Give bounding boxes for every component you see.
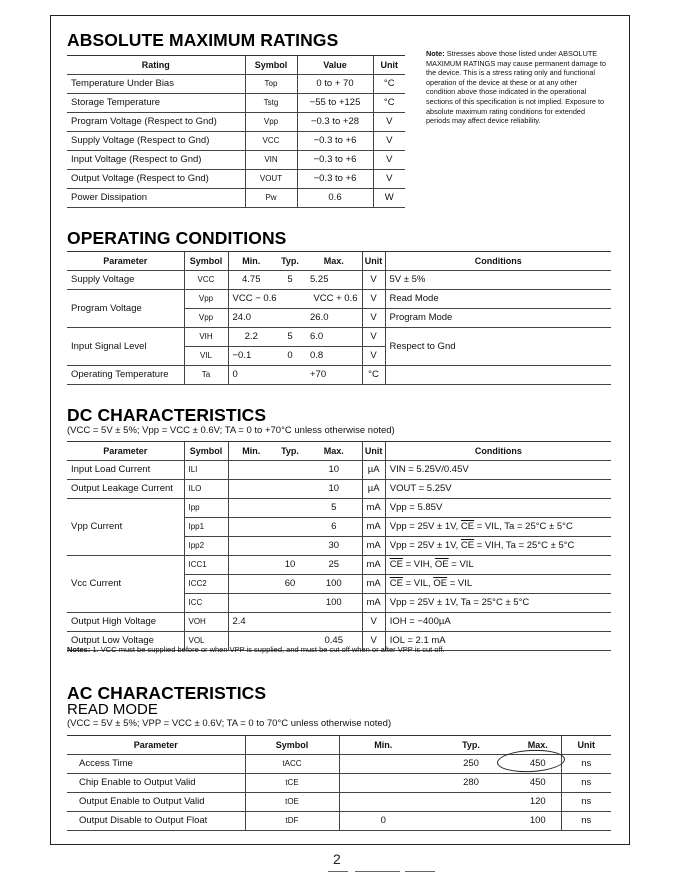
min-cell bbox=[228, 499, 274, 518]
unit-cell: mA bbox=[362, 537, 385, 556]
col-header: Min. bbox=[339, 736, 427, 755]
min-cell bbox=[339, 774, 427, 793]
param-cell: Output Enable to Output Valid bbox=[67, 793, 245, 812]
col-header: Symbol bbox=[184, 252, 228, 271]
cond-cell bbox=[385, 556, 611, 575]
unit-cell: ns bbox=[561, 812, 611, 831]
cond-cell: Vpp = 25V ± 1V, Ta = 25°C ± 5°C bbox=[385, 594, 611, 613]
col-header: Symbol bbox=[245, 56, 297, 75]
table-row bbox=[67, 480, 611, 499]
ce-bar-text: $\overline{CE}$ bbox=[389, 578, 403, 589]
min-cell: −0.1 bbox=[228, 347, 274, 366]
rating-cell: Storage Temperature bbox=[67, 94, 245, 113]
max-cell: 25 bbox=[306, 556, 362, 575]
max-cell: 0.8 bbox=[306, 347, 362, 366]
typ-cell: 5 bbox=[274, 328, 306, 347]
table-row bbox=[67, 113, 405, 132]
max-cell: 26.0 bbox=[306, 309, 362, 328]
unit-cell: V bbox=[362, 328, 385, 347]
cond-cell: VIN = 5.25V/0.45V bbox=[385, 461, 611, 480]
oe-bar-text: $\overline{OE}$ bbox=[433, 578, 448, 589]
param-cell: Output Disable to Output Float bbox=[67, 812, 245, 831]
max-cell: 100 bbox=[306, 575, 362, 594]
notes-label: Notes: bbox=[67, 645, 91, 654]
min-cell bbox=[228, 556, 274, 575]
dc-characteristics-title: DC CHARACTERISTICS bbox=[67, 405, 267, 425]
unit-cell: mA bbox=[362, 594, 385, 613]
max-cell: 5 bbox=[306, 499, 362, 518]
typ-cell bbox=[274, 518, 306, 537]
dc-conditions-subtitle: (VCC = 5V ± 5%; Vpp = VCC ± 0.6V; TA = 0 to +70°C unless otherwise noted) bbox=[67, 425, 395, 436]
cond-cell bbox=[385, 575, 611, 594]
min-cell bbox=[339, 793, 427, 812]
absolute-max-table bbox=[67, 55, 405, 208]
symbol-cell: tACC bbox=[245, 755, 339, 774]
min-cell bbox=[228, 518, 274, 537]
value-cell: −0.3 to +28 bbox=[297, 113, 373, 132]
symbol-cell: Ipp2 bbox=[184, 537, 228, 556]
symbol-cell: ICC2 bbox=[184, 575, 228, 594]
operating-conditions-title: OPERATING CONDITIONS bbox=[67, 228, 287, 248]
unit-cell: V bbox=[373, 132, 405, 151]
min-cell bbox=[228, 594, 274, 613]
dc-characteristics-table bbox=[67, 441, 611, 651]
typ-cell bbox=[427, 793, 515, 812]
unit-cell: V bbox=[373, 151, 405, 170]
symbol-cell: VOH bbox=[184, 613, 228, 632]
cond-cell: 5V ± 5% bbox=[385, 271, 611, 290]
unit-cell: mA bbox=[362, 499, 385, 518]
page-number: 2 bbox=[333, 851, 341, 867]
typ-cell bbox=[274, 499, 306, 518]
value-cell: 0.6 bbox=[297, 189, 373, 208]
symbol-cell: ILO bbox=[184, 480, 228, 499]
param-cell: Output Leakage Current bbox=[67, 480, 184, 499]
unit-cell: mA bbox=[362, 575, 385, 594]
col-header: Min. bbox=[228, 442, 274, 461]
table-row bbox=[67, 132, 405, 151]
cond-text: = VIL, bbox=[402, 578, 434, 589]
symbol-cell: VOL bbox=[184, 632, 228, 651]
table-row bbox=[67, 170, 405, 189]
unit-cell: V bbox=[362, 271, 385, 290]
min-cell: 4.75 bbox=[228, 271, 274, 290]
min-cell: 24.0 bbox=[228, 309, 274, 328]
typ-cell bbox=[274, 537, 306, 556]
value-cell: −55 to +125 bbox=[297, 94, 373, 113]
table-header-row bbox=[67, 442, 611, 461]
typ-cell: 280 bbox=[427, 774, 515, 793]
table-row bbox=[67, 290, 611, 309]
footer-rule bbox=[355, 871, 400, 872]
min-cell bbox=[228, 461, 274, 480]
typ-cell: 60 bbox=[274, 575, 306, 594]
col-header: Unit bbox=[362, 442, 385, 461]
rating-cell: Temperature Under Bias bbox=[67, 75, 245, 94]
max-cell: 6.0 bbox=[306, 328, 362, 347]
col-header: Value bbox=[297, 56, 373, 75]
max-cell: 100 bbox=[515, 812, 561, 831]
unit-cell: mA bbox=[362, 556, 385, 575]
cond-cell: Program Mode bbox=[385, 309, 611, 328]
max-cell: 5.25 bbox=[306, 271, 362, 290]
min-cell: 0 bbox=[228, 366, 274, 385]
unit-cell: V bbox=[362, 290, 385, 309]
typ-cell bbox=[274, 480, 306, 499]
param-cell: Chip Enable to Output Valid bbox=[67, 774, 245, 793]
col-header: Symbol bbox=[184, 442, 228, 461]
value-cell: −0.3 to +6 bbox=[297, 151, 373, 170]
param-cell: Vcc Current bbox=[67, 556, 184, 613]
symbol-cell: Tstg bbox=[245, 94, 297, 113]
table-row bbox=[67, 366, 611, 385]
param-cell: Input Load Current bbox=[67, 461, 184, 480]
min-cell: 2.4 bbox=[228, 613, 274, 632]
symbol-cell: VIN bbox=[245, 151, 297, 170]
unit-cell: °C bbox=[362, 366, 385, 385]
col-header: Parameter bbox=[67, 736, 245, 755]
typ-cell bbox=[274, 594, 306, 613]
rating-cell: Input Voltage (Respect to Gnd) bbox=[67, 151, 245, 170]
cond-cell: Vpp = 5.85V bbox=[385, 499, 611, 518]
min-cell bbox=[339, 755, 427, 774]
table-row bbox=[67, 613, 611, 632]
typ-cell bbox=[274, 309, 306, 328]
col-header: Max. bbox=[306, 442, 362, 461]
symbol-cell: VIH bbox=[184, 328, 228, 347]
max-cell: 450 bbox=[515, 774, 561, 793]
cond-text: = VIL bbox=[448, 559, 474, 570]
typ-cell: 0 bbox=[274, 347, 306, 366]
symbol-cell: Vpp bbox=[245, 113, 297, 132]
symbol-cell: tCE bbox=[245, 774, 339, 793]
table-row bbox=[67, 271, 611, 290]
unit-cell: °C bbox=[373, 94, 405, 113]
rating-cell: Program Voltage (Respect to Gnd) bbox=[67, 113, 245, 132]
symbol-cell: Pw bbox=[245, 189, 297, 208]
symbol-cell: VCC bbox=[245, 132, 297, 151]
typ-cell bbox=[274, 366, 306, 385]
typ-cell: 10 bbox=[274, 556, 306, 575]
dc-notes bbox=[67, 645, 445, 654]
typ-cell bbox=[274, 461, 306, 480]
cond-text: Vpp = 25V ± 1V, bbox=[389, 521, 461, 532]
table-row bbox=[67, 75, 405, 94]
unit-cell: µA bbox=[362, 461, 385, 480]
col-header: Max. bbox=[306, 252, 362, 271]
value-cell: −0.3 to +6 bbox=[297, 132, 373, 151]
ac-conditions-subtitle: (VCC = 5V ± 5%; VPP = VCC ± 0.6V; TA = 0 to 70°C unless otherwise noted) bbox=[67, 718, 392, 729]
rating-cell: Output Voltage (Respect to Gnd) bbox=[67, 170, 245, 189]
note-text: Stresses above those listed under ABSOLUTE MAXIMUM RATINGS may cause permanent damage to the device. This is a stress rating only and functional operation of the device at these or at any other condition above those indicated in the operational sections of this specification is not implied. Exposure to absolute maximum rating conditions for extended periods may affect device reliability. bbox=[426, 49, 606, 126]
cond-cell: IOH = −400µA bbox=[385, 613, 611, 632]
cond-text: = VIH, Ta = 25°C ± 5°C bbox=[474, 540, 575, 551]
unit-cell: W bbox=[373, 189, 405, 208]
col-header: Unit bbox=[561, 736, 611, 755]
unit-cell: ns bbox=[561, 774, 611, 793]
min-cell: VCC − 0.6 bbox=[228, 290, 306, 309]
table-row bbox=[67, 189, 405, 208]
table-row bbox=[67, 812, 611, 831]
symbol-cell: ICC1 bbox=[184, 556, 228, 575]
symbol-cell: VOUT bbox=[245, 170, 297, 189]
symbol-cell: Ta bbox=[184, 366, 228, 385]
cond-cell bbox=[385, 366, 611, 385]
rating-cell: Supply Voltage (Respect to Gnd) bbox=[67, 132, 245, 151]
footer-rule bbox=[405, 871, 435, 872]
symbol-cell: tOE bbox=[245, 793, 339, 812]
table-row bbox=[67, 793, 611, 812]
symbol-cell: VIL bbox=[184, 347, 228, 366]
read-mode-title: READ MODE bbox=[67, 701, 158, 718]
param-cell: Vpp Current bbox=[67, 499, 184, 556]
table-row bbox=[67, 556, 611, 575]
cond-cell: Respect to Gnd bbox=[385, 328, 611, 366]
operating-conditions-table bbox=[67, 251, 611, 385]
min-cell bbox=[228, 480, 274, 499]
unit-cell: V bbox=[373, 170, 405, 189]
ce-bar-text: $\overline{CE}$ bbox=[460, 521, 475, 532]
unit-cell: V bbox=[362, 632, 385, 651]
oe-bar-text: $\overline{OE}$ bbox=[434, 559, 449, 570]
col-header: Typ. bbox=[427, 736, 515, 755]
max-cell bbox=[306, 613, 362, 632]
param-cell: Access Time bbox=[67, 755, 245, 774]
symbol-cell: Ipp1 bbox=[184, 518, 228, 537]
symbol-cell: Vpp bbox=[184, 309, 228, 328]
param-cell: Program Voltage bbox=[67, 290, 184, 328]
table-row bbox=[67, 774, 611, 793]
param-cell: Operating Temperature bbox=[67, 366, 184, 385]
min-cell: 0 bbox=[339, 812, 427, 831]
max-cell: 6 bbox=[306, 518, 362, 537]
symbol-cell: ILI bbox=[184, 461, 228, 480]
typ-cell: 5 bbox=[274, 271, 306, 290]
value-cell: −0.3 to +6 bbox=[297, 170, 373, 189]
col-header: Typ. bbox=[274, 442, 306, 461]
unit-cell: V bbox=[362, 613, 385, 632]
symbol-cell: tDF bbox=[245, 812, 339, 831]
footer-rule bbox=[328, 871, 348, 872]
col-header: Parameter bbox=[67, 442, 184, 461]
cond-text: = VIL, Ta = 25°C ± 5°C bbox=[474, 521, 573, 532]
table-row bbox=[67, 461, 611, 480]
table-row bbox=[67, 94, 405, 113]
min-cell: 2.2 bbox=[228, 328, 274, 347]
unit-cell: °C bbox=[373, 75, 405, 94]
symbol-cell: ICC bbox=[184, 594, 228, 613]
cond-cell bbox=[385, 537, 611, 556]
col-header: Conditions bbox=[385, 442, 611, 461]
col-header: Symbol bbox=[245, 736, 339, 755]
max-cell: VCC + 0.6 bbox=[306, 290, 362, 309]
typ-cell bbox=[427, 812, 515, 831]
max-cell: 30 bbox=[306, 537, 362, 556]
notes-text: 1. VCC must be supplied before or when VPP is supplied, and must be cut off when or after VPP is cut off. bbox=[92, 645, 445, 654]
table-header-row bbox=[67, 252, 611, 271]
unit-cell: ns bbox=[561, 755, 611, 774]
unit-cell: µA bbox=[362, 480, 385, 499]
param-cell: Output Low Voltage bbox=[67, 632, 184, 651]
col-header: Parameter bbox=[67, 252, 184, 271]
typ-cell: 250 bbox=[427, 755, 515, 774]
table-row bbox=[67, 328, 611, 347]
min-cell bbox=[228, 575, 274, 594]
cond-text: = VIL bbox=[447, 578, 473, 589]
max-cell: 100 bbox=[306, 594, 362, 613]
absolute-max-title: ABSOLUTE MAXIMUM RATINGS bbox=[67, 30, 339, 50]
ce-bar-text: $\overline{CE}$ bbox=[389, 559, 403, 570]
max-cell: +70 bbox=[306, 366, 362, 385]
note-label: Note: bbox=[426, 49, 445, 58]
col-header: Unit bbox=[373, 56, 405, 75]
unit-cell: V bbox=[373, 113, 405, 132]
col-header: Rating bbox=[67, 56, 245, 75]
col-header: Min. bbox=[228, 252, 274, 271]
param-cell: Supply Voltage bbox=[67, 271, 184, 290]
max-cell: 10 bbox=[306, 480, 362, 499]
unit-cell: ns bbox=[561, 793, 611, 812]
param-cell: Output High Voltage bbox=[67, 613, 184, 632]
unit-cell: V bbox=[362, 347, 385, 366]
absolute-max-note bbox=[426, 49, 608, 126]
col-header: Max. bbox=[515, 736, 561, 755]
cond-cell: IOL = 2.1 mA bbox=[385, 632, 611, 651]
symbol-cell: Top bbox=[245, 75, 297, 94]
cond-cell: Read Mode bbox=[385, 290, 611, 309]
max-cell: 10 bbox=[306, 461, 362, 480]
ce-bar-text: $\overline{CE}$ bbox=[460, 540, 475, 551]
col-header: Conditions bbox=[385, 252, 611, 271]
cond-cell bbox=[385, 518, 611, 537]
min-cell bbox=[228, 537, 274, 556]
table-header-row bbox=[67, 56, 405, 75]
col-header: Typ. bbox=[274, 252, 306, 271]
rating-cell: Power Dissipation bbox=[67, 189, 245, 208]
symbol-cell: Ipp bbox=[184, 499, 228, 518]
unit-cell: mA bbox=[362, 518, 385, 537]
param-cell: Input Signal Level bbox=[67, 328, 184, 366]
table-row bbox=[67, 499, 611, 518]
value-cell: 0 to + 70 bbox=[297, 75, 373, 94]
cond-cell: VOUT = 5.25V bbox=[385, 480, 611, 499]
symbol-cell: Vpp bbox=[184, 290, 228, 309]
cond-text: Vpp = 25V ± 1V, bbox=[389, 540, 461, 551]
col-header: Unit bbox=[362, 252, 385, 271]
cond-text: = VIH, bbox=[402, 559, 435, 570]
table-row bbox=[67, 151, 405, 170]
max-cell: 0.45 bbox=[306, 632, 362, 651]
unit-cell: V bbox=[362, 309, 385, 328]
max-cell: 120 bbox=[515, 793, 561, 812]
ac-characteristics-title: AC CHARACTERISTICS bbox=[67, 683, 267, 703]
max-cell: 450 bbox=[515, 755, 561, 774]
typ-cell bbox=[274, 613, 306, 632]
symbol-cell: VCC bbox=[184, 271, 228, 290]
